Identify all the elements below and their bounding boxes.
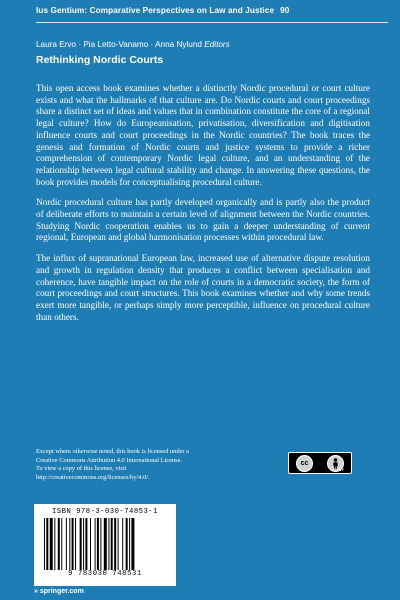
cc-by-badge	[288, 452, 352, 474]
barcode-bar	[129, 518, 130, 570]
barcode-icon	[44, 518, 166, 570]
editor-names: Laura Ervo · Pia Letto-Vanamo · Anna Nylund	[36, 40, 202, 49]
cc-symbol: cc	[300, 459, 309, 467]
header-rule	[36, 22, 388, 23]
barcode-bar	[131, 518, 134, 570]
blurb-paragraph: This open access book examines whether a distinctly Nordic procedural or court culture exists and what the hallmarks of that culture are. Do Nordic courts and court proceedings share a distinct set of ideas and values that in combination constitute the core of a regional legal culture? How do Europeanisation, privatisation, diversification and digitisation influence courts and court proceedings in the Nordic countries? The book traces the genesis and formation of Nordic courts and justice systems to provide a richer comprehension of contemporary Nordic legal culture, and an understanding of the relationship between legal cultural stability and change. In answering these questions, the book provides models for conceptualising procedural culture.	[36, 83, 370, 187]
editors-role: Editors	[204, 40, 230, 49]
cc-icon	[296, 455, 313, 472]
barcode-bar	[80, 518, 82, 570]
barcode-bar	[90, 518, 91, 570]
isbn-text: ISBN 978-3-030-74853-1	[52, 508, 158, 516]
editors-line	[36, 40, 230, 49]
barcode-bar	[54, 518, 55, 570]
blurb	[36, 83, 370, 332]
license-line: Except where otherwise noted, this book is licensed under a	[36, 448, 189, 455]
book-title: Rethinking Nordic Courts	[36, 54, 164, 66]
barcode-bar	[58, 518, 60, 570]
barcode-bar	[95, 518, 96, 570]
license-line: Creative Commons Attribution 4.0 International License.	[36, 456, 183, 464]
barcode-bar	[66, 518, 67, 570]
barcode-bar	[46, 518, 48, 570]
barcode-bar	[83, 518, 84, 570]
series-title: Ius Gentium: Comparative Perspectives on Law and Justice	[36, 6, 275, 15]
license-line: To view a copy of this license, visit	[36, 465, 127, 473]
blurb-paragraph: The influx of supranational European law, increased use of alternative dispute resolution and growth in regulation density that produces a conflict between specialisation and coherence, have tangible impact on the role of courts in a democratic society, the form of court proceedings and court structures. This book examines whether and why some trends exert more tangible, or perhaps simply more perceptible, influence on procedural culture than others.	[36, 253, 370, 322]
series-volume: 90	[280, 6, 290, 15]
barcode-bar	[126, 518, 128, 570]
license-url[interactable]: http://creativecommons.org/licenses/by/4.0/.	[36, 473, 150, 481]
barcode-bar	[108, 518, 109, 570]
barcode-digits: 9 783030 748531	[68, 570, 142, 578]
barcode-bar	[85, 518, 87, 570]
barcode-bar	[97, 518, 99, 570]
barcode-bar	[118, 518, 119, 570]
springer-link[interactable]: » springer.com	[34, 588, 84, 595]
barcode-bar	[69, 518, 70, 570]
barcode-bar	[44, 518, 45, 570]
barcode-bar	[100, 518, 101, 570]
barcode-bar	[114, 518, 116, 570]
blurb-paragraph: Nordic procedural culture has partly developed organically and is partly also the product of deliberate efforts to maintain a certain level of alignment between the Nordic countries. Studying Nordic cooperation enables us to gain a deeper understanding of current regional, European and global harmonisation processes within procedural law.	[36, 197, 370, 243]
barcode-bar	[61, 518, 62, 570]
barcode-bar	[122, 518, 123, 570]
barcode-bar	[50, 518, 53, 570]
barcode-box	[34, 504, 176, 586]
by-label: BY	[338, 467, 344, 472]
license-notice	[36, 448, 256, 482]
barcode-bar	[72, 518, 74, 570]
barcode-bar	[104, 518, 107, 570]
barcode-bar	[75, 518, 76, 570]
barcode-bar	[111, 518, 113, 570]
series-line	[36, 6, 376, 15]
